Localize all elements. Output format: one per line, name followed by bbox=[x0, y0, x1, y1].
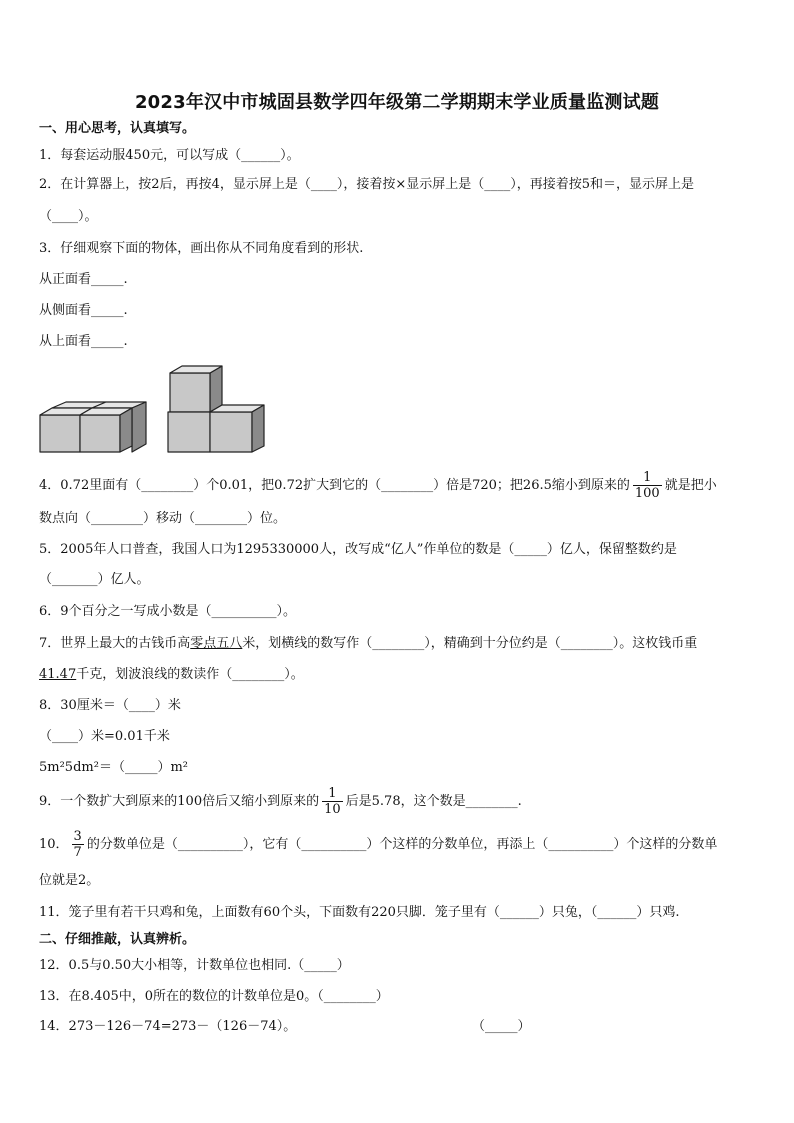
question-7-line-2 bbox=[39, 666, 304, 684]
question-5-line-2: （_______）亿人。 bbox=[39, 572, 150, 587]
question-8-line-3: 5m²5dm²＝（_____）m² bbox=[39, 760, 188, 775]
question-4-line-2: 数点向（________）移动（________）位。 bbox=[39, 511, 287, 526]
cube-figure-right bbox=[168, 366, 264, 452]
question-5-line-1: 5．2005年人口普查，我国人口为1295330000人，改写成“亿人”作单位的数是（_____）亿人，保留整数约是 bbox=[39, 542, 677, 557]
question-3-side-view: 从侧面看_____. bbox=[39, 303, 128, 318]
cube-figure-left bbox=[40, 402, 146, 452]
question-6: 6．9个百分之一写成小数是（__________）。 bbox=[39, 604, 297, 619]
wavy-underlined-number: 41.47 bbox=[39, 667, 77, 682]
question-14-answer-blank: （_____） bbox=[472, 1019, 531, 1034]
question-10-line-1 bbox=[39, 829, 717, 860]
question-2-line-1: 2．在计算器上，按2后，再按4，显示屏上是（____），接着按×显示屏上是（____），再接着按5和＝，显示屏上是 bbox=[39, 177, 694, 192]
question-14: 14．273－126－74=273－（126－74）。 bbox=[39, 1019, 297, 1034]
question-3-front-view: 从正面看_____. bbox=[39, 272, 128, 287]
underlined-number: 零点五八 bbox=[190, 636, 243, 651]
question-3: 3．仔细观察下面的物体，画出你从不同角度看到的形状. bbox=[39, 241, 364, 256]
question-10-number: 10． bbox=[39, 837, 69, 852]
fraction-denominator: 7 bbox=[73, 845, 82, 860]
fraction-numerator: 3 bbox=[73, 829, 82, 844]
question-7-text-a: 7．世界上最大的古钱币高 bbox=[39, 636, 191, 651]
question-3-top-view: 从上面看_____. bbox=[39, 334, 128, 349]
question-8-line-2: （____）米=0.01千米 bbox=[39, 729, 170, 744]
question-2-line-2: （____）。 bbox=[39, 209, 98, 224]
section-1-heading: 一、用心思考，认真填写。 bbox=[39, 121, 196, 136]
page-title: 2023年汉中市城固县数学四年级第二学期期末学业质量监测试题 bbox=[134, 92, 660, 113]
fraction-numerator: 1 bbox=[633, 470, 662, 486]
fraction-1-10 bbox=[322, 786, 343, 817]
question-4-text-a: 4．0.72里面有（________）个0.01，把0.72扩大到它的（________）倍是720；把26.5缩小到原来的 bbox=[39, 478, 630, 493]
question-13: 13．在8.405中，0所在的数位的计数单位是0。（________） bbox=[39, 989, 389, 1004]
question-11: 11．笼子里有若干只鸡和兔，上面数有60个头，下面数有220只脚．笼子里有（______）只兔，（______）只鸡. bbox=[39, 905, 680, 920]
fraction-1-100 bbox=[633, 470, 662, 501]
fraction-3-7 bbox=[72, 829, 84, 860]
question-7-text-c: 千克，划波浪线的数读作（________）。 bbox=[76, 667, 304, 682]
question-7-text-b: 米，划横线的数写作（________），精确到十分位约是（________）。这枚钱币重 bbox=[242, 636, 698, 651]
question-8-line-1: 8．30厘米＝（____）米 bbox=[39, 698, 181, 713]
cube-figures bbox=[36, 360, 276, 460]
question-9-text-b: 后是5.78，这个数是________. bbox=[345, 794, 522, 809]
question-9 bbox=[39, 786, 522, 817]
question-12: 12．0.5与0.50大小相等，计数单位也相同.（_____） bbox=[39, 958, 350, 973]
question-4-text-b: 就是把小 bbox=[664, 478, 717, 493]
question-4-line-1 bbox=[39, 470, 717, 501]
question-1: 1．每套运动服450元，可以写成（______）。 bbox=[39, 148, 300, 163]
section-2-heading: 二、仔细推敲，认真辨析。 bbox=[39, 932, 196, 947]
question-9-text-a: 9．一个数扩大到原来的100倍后又缩小到原来的 bbox=[39, 794, 320, 809]
question-10-text: 的分数单位是（__________），它有（__________）个这样的分数单位，再添上（__________）个这样的分数单 bbox=[86, 837, 718, 852]
fraction-denominator: 10 bbox=[324, 802, 341, 817]
question-10-line-2: 位就是2。 bbox=[39, 873, 100, 888]
fraction-numerator: 1 bbox=[322, 786, 343, 802]
question-7-line-1 bbox=[39, 635, 697, 653]
fraction-denominator: 100 bbox=[634, 486, 660, 501]
